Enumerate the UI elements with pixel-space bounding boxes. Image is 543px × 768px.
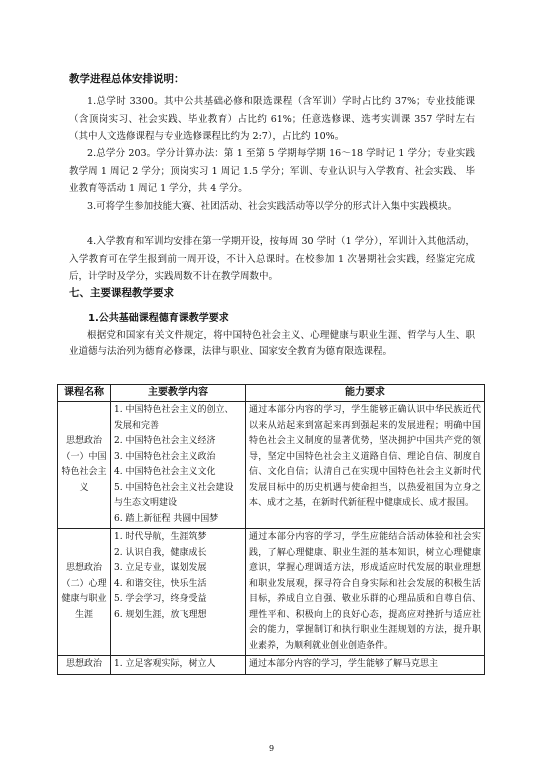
table-row [58,402,485,529]
section-title: 七、主要课程教学要求 [69,287,174,299]
course-requirements-table [57,384,485,675]
page-number: 9 [268,744,275,753]
course-requirement-cell: 通过本部分内容的学习，学生应能结合活动体验和社会实践，了解心理健康、职业生涯的基本知识，树立心理健康意识，掌握心理调适方法，形成适应时代发展的职业理想和职业发展观，探寻符合自身实际和社会发展的积极生活目标，养成自立自强、敬业乐群的心理品质和自尊自信、理性平和、积极向上的良好心态，提高应对挫折与适应社会的能力，掌握制订和执行职业生涯规划的方法，提升职业素养，为顺利就业创业创造条件。 [246,529,485,656]
content-item: 3. 立足专业，谋划发展 [114,563,207,573]
course-content-cell [111,656,246,675]
note-2-text: 2.总学分 203。学分计算办法：第 1 至第 5 学期每学期 16～18 学时记 1 学分；专业实践教学周 1 周记 2 学分；顶岗实习 1 周记 1.5 学分；军训、专业认识与入学教育、社会实践、 毕业教育等活动 1 周记 1 学分，共 4 学分。 [69,148,475,194]
header-course-name: 课程名称 [58,385,111,402]
table-header-row [58,385,485,402]
course-requirement-cell: 通过本部分内容的学习，学生能够了解马克思主 [246,656,485,675]
course-content-cell [111,529,246,656]
note-2 [69,145,475,198]
intro-paragraph [69,328,475,360]
teaching-plan-heading: 教学进程总体安排说明： [69,73,185,85]
content-item: 2. 认识自我，健康成长 [114,547,207,558]
content-item: 2. 中国特色社会主义经济 [114,436,216,446]
course-name-cell: 思想政治（二）心理健康与职业生涯 [58,529,111,656]
note-1 [69,93,475,146]
table-row [58,656,485,675]
course-name-cell: 思想政治 [58,656,111,675]
note-1-text: 1.总学时 3300。其中公共基础必修和限选课程（含军训）学时占比约 37%；专业技能课（含顶岗实习、社会实践、毕业教育）占比约 61%；任意选修课、选考实训课 357 学时左右（其中人文选修课程与专业选修课程比约为 2:7），占比约 10%。 [69,96,475,142]
content-item: 3. 中国特色社会主义政治 [114,451,216,462]
content-item: 1. 立足客观实际，树立人 [114,659,216,669]
content-item: 1. 中国特色社会主义的创立、发展和完善 [114,405,234,431]
course-content-cell [111,402,246,529]
note-3-text: 3.可将学生参加技能大赛、社团活动、社会实践活动等以学分的形式计入集中实践模块。 [87,201,458,212]
note-4 [69,233,475,286]
content-item: 4. 和谐交往，快乐生活 [114,578,207,589]
content-list [114,530,242,623]
header-main-content: 主要教学内容 [111,385,246,402]
course-name-cell: 思想政治（一）中国特色社会主义 [58,402,111,529]
content-item: 4. 中国特色社会主义文化 [114,467,216,477]
table-row [58,529,485,656]
content-list [114,403,242,527]
course-requirement-cell: 通过本部分内容的学习，学生能够正确认识中华民族近代以来从站起来到富起来再到强起来的发展进程；明确中国特色社会主义制度的显著优势，坚决拥护中国共产党的领导，坚定中国特色社会主义道路自信、理论自信、制度自信、文化自信；认清自己在实现中国特色社会主义新时代发展目标中的历史机遇与使命担当，以热爱祖国为立身之本、成才之基，在新时代新征程中健康成长、成才报国。 [246,402,485,529]
note-4-text: 4.入学教育和军训均安排在第一学期开设，按每周 30 学时（1 学分），军训计入其他活动，入学教育可在学生报到前一周开设，不计入总课时。在校参加 1 次暑期社会实践，经鉴定完成后，计学时及学分，实践周数不计在教学周数中。 [69,236,475,282]
content-item: 5. 学会学习，终身受益 [114,594,207,604]
content-list [114,657,242,673]
header-ability-requirements: 能力要求 [246,385,485,402]
subsection-title: 1.公共基础课程德育课教学要求 [88,313,229,324]
intro-text: 根据党和国家有关文件规定，将中国特色社会主义、心理健康与职业生涯、哲学与人生、职业道德与法治列为德育必修课，法律与职业、国家安全教育为德育限选课程。 [69,330,475,357]
content-item: 5. 中国特色社会主义社会建设与生态文明建设 [114,482,234,508]
content-item: 6. 规划生涯，放飞理想 [114,609,207,620]
note-3 [69,198,475,216]
content-item: 6. 踏上新征程 共圆中国梦 [114,513,219,524]
content-item: 1. 时代导航，生涯筑梦 [114,532,207,542]
